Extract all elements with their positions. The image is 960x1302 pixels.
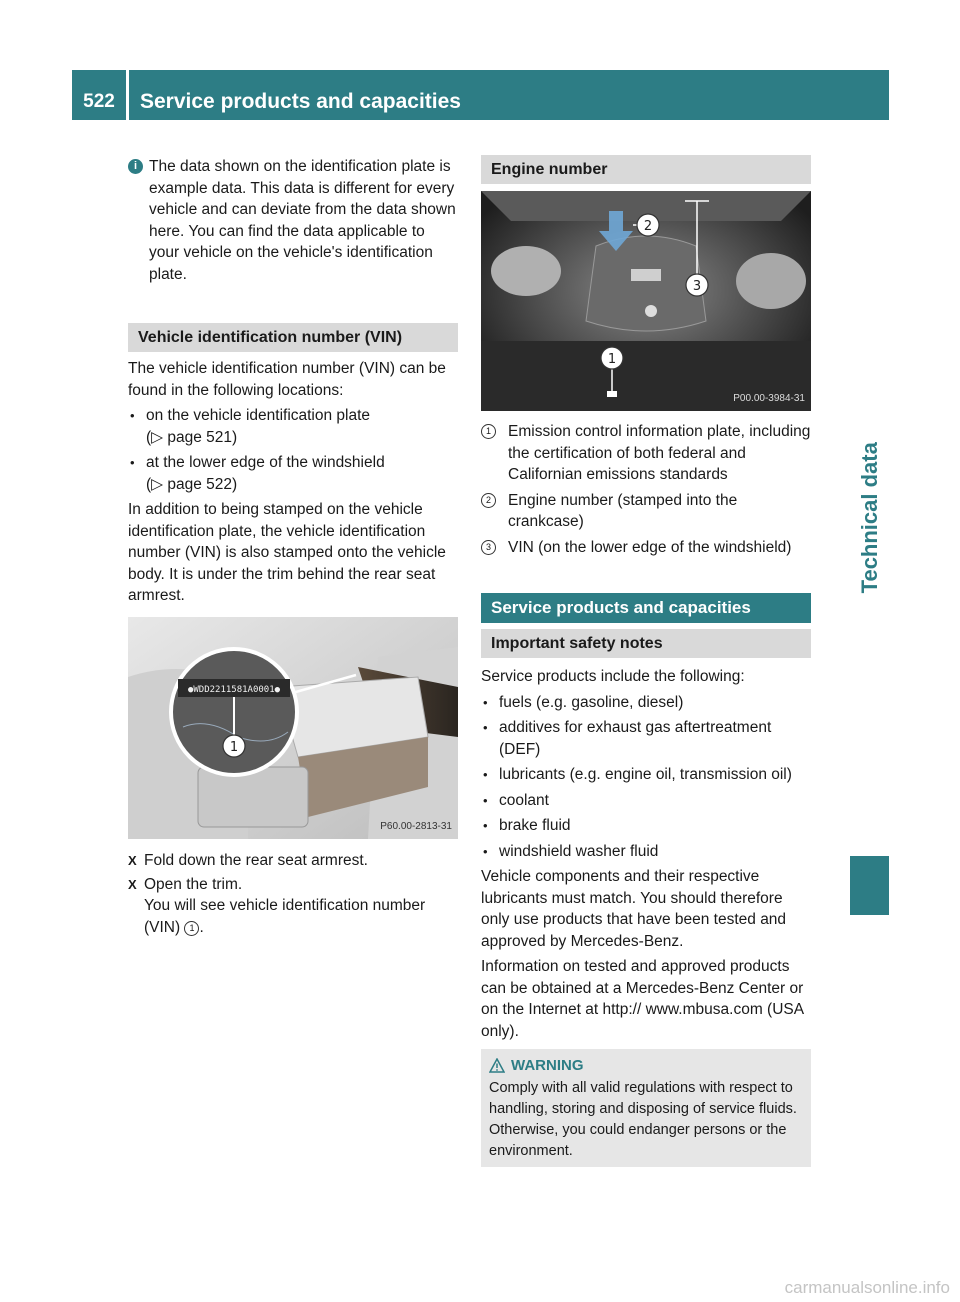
legend-item bbox=[481, 537, 813, 559]
warning-box bbox=[481, 1049, 811, 1167]
info-icon: i bbox=[128, 159, 143, 174]
list-item: • additives for exhaust gas aftertreatment (DEF) bbox=[481, 717, 811, 760]
legend-text: Emission control information plate, including the certification of both federal and Californian emissions standards bbox=[508, 423, 811, 483]
service-heading: Service products and capacities bbox=[481, 593, 811, 623]
legend-text: VIN (on the lower edge of the windshield) bbox=[508, 538, 792, 556]
left-column bbox=[128, 156, 458, 285]
step-subtext: You will see vehicle identification number (VIN) 1 . bbox=[144, 897, 426, 936]
list-item bbox=[128, 405, 458, 448]
photo-callout: 1 bbox=[229, 740, 239, 755]
side-tab-marker bbox=[850, 856, 889, 915]
list-item: • lubricants (e.g. engine oil, transmission oil) bbox=[481, 764, 811, 786]
legend-item bbox=[481, 421, 813, 486]
callout-3-icon: 3 bbox=[481, 540, 496, 555]
steps bbox=[128, 850, 458, 940]
list-item: • brake fluid bbox=[481, 815, 811, 837]
warning-header bbox=[489, 1055, 803, 1076]
step-text: Fold down the rear seat armrest. bbox=[144, 852, 368, 869]
bullet-mark: • bbox=[130, 455, 135, 470]
engine-heading: Engine number bbox=[481, 155, 811, 184]
engine-illustration bbox=[481, 191, 811, 411]
list-item bbox=[128, 452, 458, 495]
legend-text: Engine number (stamped into the crankcase) bbox=[508, 491, 738, 530]
watermark: carmanualsonline.info bbox=[784, 1277, 950, 1297]
callout-2-icon: 2 bbox=[481, 493, 496, 508]
list-item: • fuels (e.g. gasoline, diesel) bbox=[481, 692, 811, 714]
vin-heading: Vehicle identification number (VIN) bbox=[128, 323, 458, 352]
info-text: Information on tested and approved products can be obtained at a Mercedes-Benz Center or on the Internet at http:// www.mbusa.com (USA only). bbox=[481, 958, 804, 1040]
info-note bbox=[128, 156, 458, 285]
engine-photo bbox=[481, 191, 811, 411]
step-arrow-icon: X bbox=[128, 876, 137, 892]
plate-text: ●WDD2211581A0001● bbox=[187, 685, 281, 695]
list-item: • windshield washer fluid bbox=[481, 841, 811, 863]
service-section bbox=[481, 593, 811, 1046]
vin-body: In addition to being stamped on the vehicle identification plate, the vehicle identification number (VIN) is also stamped onto the vehicle body. It is under the trim behind the rear seat armrest. bbox=[128, 501, 446, 604]
components-text: Vehicle components and their respective lubricants must match. You should therefore only use products that have been tested and approved by Mercedes-Benz. bbox=[481, 868, 787, 950]
bullet-mark: • bbox=[483, 792, 488, 808]
bullet-mark: • bbox=[483, 767, 488, 782]
info-note-text: The data shown on the identification plate is example data. This data is different for every vehicle and can deviate from the data shown here. You can find the data applicable to your vehicle on the vehicle's identification plate. bbox=[149, 158, 456, 283]
list-item: • coolant bbox=[481, 790, 811, 812]
step-arrow-icon: X bbox=[128, 853, 137, 868]
bullet-mark: • bbox=[483, 720, 488, 735]
engine-callout-2: 2 bbox=[643, 219, 653, 234]
vin-location-text: on the vehicle identification plate bbox=[146, 407, 371, 424]
safety-heading: Important safety notes bbox=[481, 629, 811, 658]
page-title: Service products and capacities bbox=[140, 89, 461, 113]
engine-legend bbox=[481, 421, 813, 562]
side-tab-label: Technical data bbox=[856, 441, 882, 594]
vin-location-text: at the lower edge of the windshield bbox=[146, 454, 385, 471]
bullet-mark: • bbox=[130, 408, 135, 423]
page-number: 522 bbox=[83, 90, 115, 112]
warning-triangle-icon bbox=[489, 1058, 505, 1073]
warning-text: Comply with all valid regulations with respect to handling, storing and disposing of service fluids. Otherwise, you could endanger persons or the environment. bbox=[489, 1080, 797, 1159]
bullet-mark: • bbox=[483, 694, 488, 710]
bullet-mark: • bbox=[483, 818, 488, 833]
step-item bbox=[128, 850, 458, 872]
engine-section bbox=[481, 155, 811, 184]
warning-title: WARNING bbox=[511, 1057, 584, 1074]
page-reference-link[interactable]: (▷ page 522) bbox=[146, 475, 238, 493]
armrest-photo bbox=[128, 617, 458, 839]
callout-1-icon: 1 bbox=[481, 424, 496, 439]
vin-section bbox=[128, 323, 458, 611]
engine-photo-code: P00.00-3984-31 bbox=[733, 392, 805, 404]
engine-callout-3: 3 bbox=[692, 279, 702, 294]
step-item bbox=[128, 874, 458, 939]
callout-1-icon: 1 bbox=[184, 921, 199, 936]
photo-code: P60.00-2813-31 bbox=[380, 820, 452, 832]
legend-item bbox=[481, 490, 813, 533]
step-text: Open the trim. bbox=[144, 875, 243, 893]
vin-intro: The vehicle identification number (VIN) can be found in the following locations: bbox=[128, 360, 446, 399]
bullet-mark: • bbox=[483, 843, 488, 859]
armrest-illustration bbox=[128, 617, 458, 839]
service-intro: Service products include the following: bbox=[481, 668, 745, 685]
engine-callout-1: 1 bbox=[607, 352, 617, 367]
header-divider bbox=[126, 70, 129, 120]
page-reference-link[interactable]: (▷ page 521) bbox=[146, 428, 238, 446]
side-tab bbox=[850, 120, 889, 915]
